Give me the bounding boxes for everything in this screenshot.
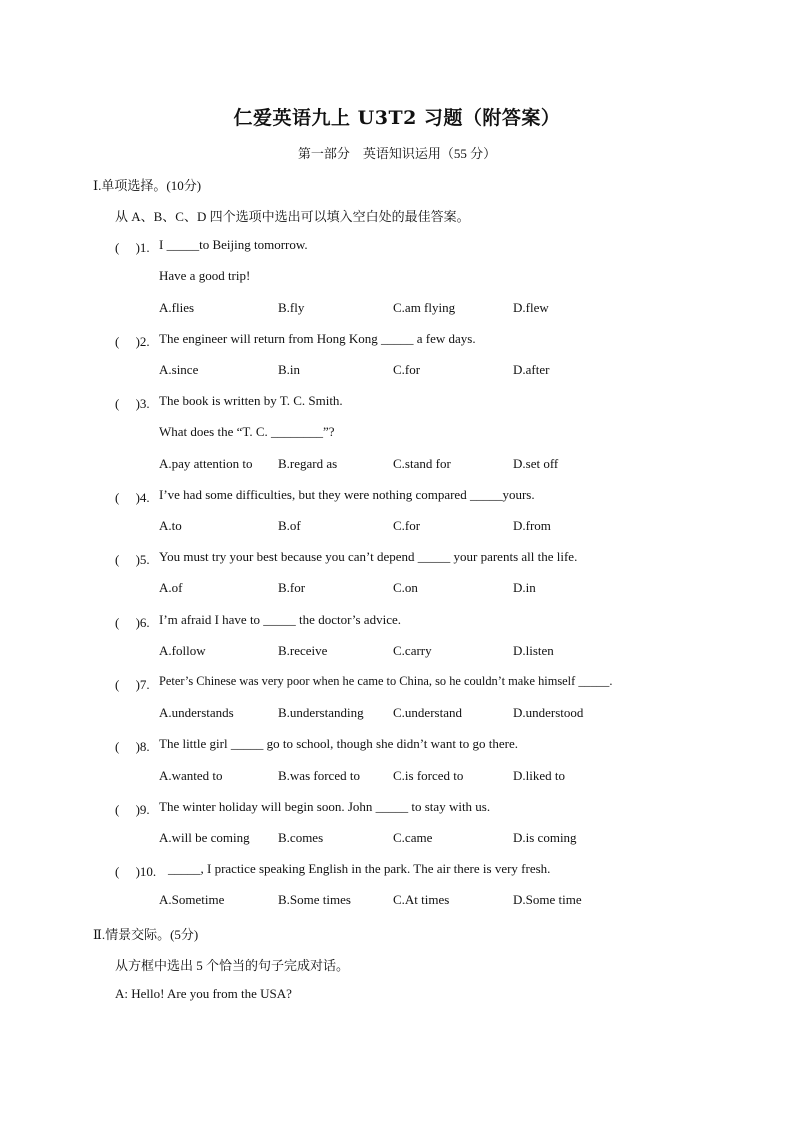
question-number: ( )7. (115, 677, 150, 692)
question-text: You must try your best because you can’t depend _____ your parents all the life. (159, 549, 578, 564)
option-c: C.for (393, 518, 421, 533)
option-a: A.since (159, 362, 199, 377)
question-text: _____, I practice speaking English in the park. The air there is very fresh. (168, 861, 551, 876)
option-d: D.set off (513, 456, 559, 471)
question-text: The little girl _____ go to school, though she didn’t want to go there. (159, 736, 519, 751)
option-a: A.follow (159, 643, 206, 658)
option-b: B.of (278, 518, 301, 533)
option-d: D.in (513, 580, 536, 595)
option-d: D.is coming (513, 830, 577, 845)
option-a: A.will be coming (159, 830, 250, 845)
question-number: ( )3. (115, 396, 150, 411)
option-c: C.came (393, 830, 433, 845)
option-b: B.Some times (278, 892, 351, 907)
option-d: D.from (513, 518, 551, 533)
question-number: ( )8. (115, 739, 150, 754)
option-d: D.listen (513, 643, 554, 658)
question-number: ( )9. (115, 802, 150, 817)
option-d: D.Some time (513, 892, 582, 907)
question-text: I’m afraid I have to _____ the doctor’s advice. (159, 612, 401, 627)
option-d: D.flew (513, 300, 549, 315)
option-a: A.flies (159, 300, 195, 315)
dialogue-line: A: Hello! Are you from the USA? (115, 986, 292, 1001)
option-a: A.of (159, 580, 183, 595)
question-subtext: What does the “T. C. ________”? (159, 424, 335, 439)
option-b: B.fly (278, 300, 305, 315)
option-b: B.receive (278, 643, 328, 658)
question-text: Peter’s Chinese was very poor when he came to China, so he couldn’t make himself _____. (159, 674, 613, 688)
question-number: ( )10. (115, 864, 157, 879)
option-c: C.carry (393, 643, 432, 658)
section1-instruction: 从 A、B、C、D 四个选项中选出可以填入空白处的最佳答案。 (115, 209, 470, 224)
option-a: A.pay attention to (159, 456, 253, 471)
option-c: C.stand for (393, 456, 451, 471)
option-c: C.for (393, 362, 421, 377)
option-b: B.in (278, 362, 301, 377)
option-a: A.Sometime (159, 892, 225, 907)
option-b: B.comes (278, 830, 324, 845)
option-d: D.after (513, 362, 550, 377)
option-c: C.understand (393, 705, 462, 720)
question-number: ( )2. (115, 334, 150, 349)
option-c: C.is forced to (393, 768, 464, 783)
option-b: B.understanding (278, 705, 364, 720)
option-c: C.on (393, 580, 418, 595)
option-b: B.for (278, 580, 306, 595)
option-c: C.am flying (393, 300, 456, 315)
question-text: I’ve had some difficulties, but they were nothing compared _____yours. (159, 487, 535, 502)
question-number: ( )1. (115, 240, 150, 255)
option-c: C.At times (393, 892, 450, 907)
option-d: D.understood (513, 705, 584, 720)
question-subtext: Have a good trip! (159, 268, 251, 283)
question-text: The winter holiday will begin soon. John _____ to stay with us. (159, 799, 491, 814)
option-a: A.to (159, 518, 182, 533)
section2-heading: Ⅱ.情景交际。(5分) (93, 927, 199, 942)
option-b: B.regard as (278, 456, 338, 471)
part-heading: 第一部分 英语知识运用（55 分） (297, 146, 497, 161)
section2-instruction: 从方框中选出 5 个恰当的句子完成对话。 (115, 958, 350, 973)
option-a: A.understands (159, 705, 234, 720)
document-title: 仁爱英语九上 U3T2 习题（附答案） (233, 107, 561, 129)
option-b: B.was forced to (278, 768, 360, 783)
section1-heading: Ⅰ.单项选择。(10分) (93, 178, 202, 193)
question-text: The engineer will return from Hong Kong _____ a few days. (159, 331, 476, 346)
question-text: I _____to Beijing tomorrow. (159, 237, 308, 252)
question-number: ( )4. (115, 490, 150, 505)
question-number: ( )5. (115, 552, 150, 567)
option-a: A.wanted to (159, 768, 223, 783)
question-number: ( )6. (115, 615, 150, 630)
option-d: D.liked to (513, 768, 565, 783)
question-text: The book is written by T. C. Smith. (159, 393, 343, 408)
